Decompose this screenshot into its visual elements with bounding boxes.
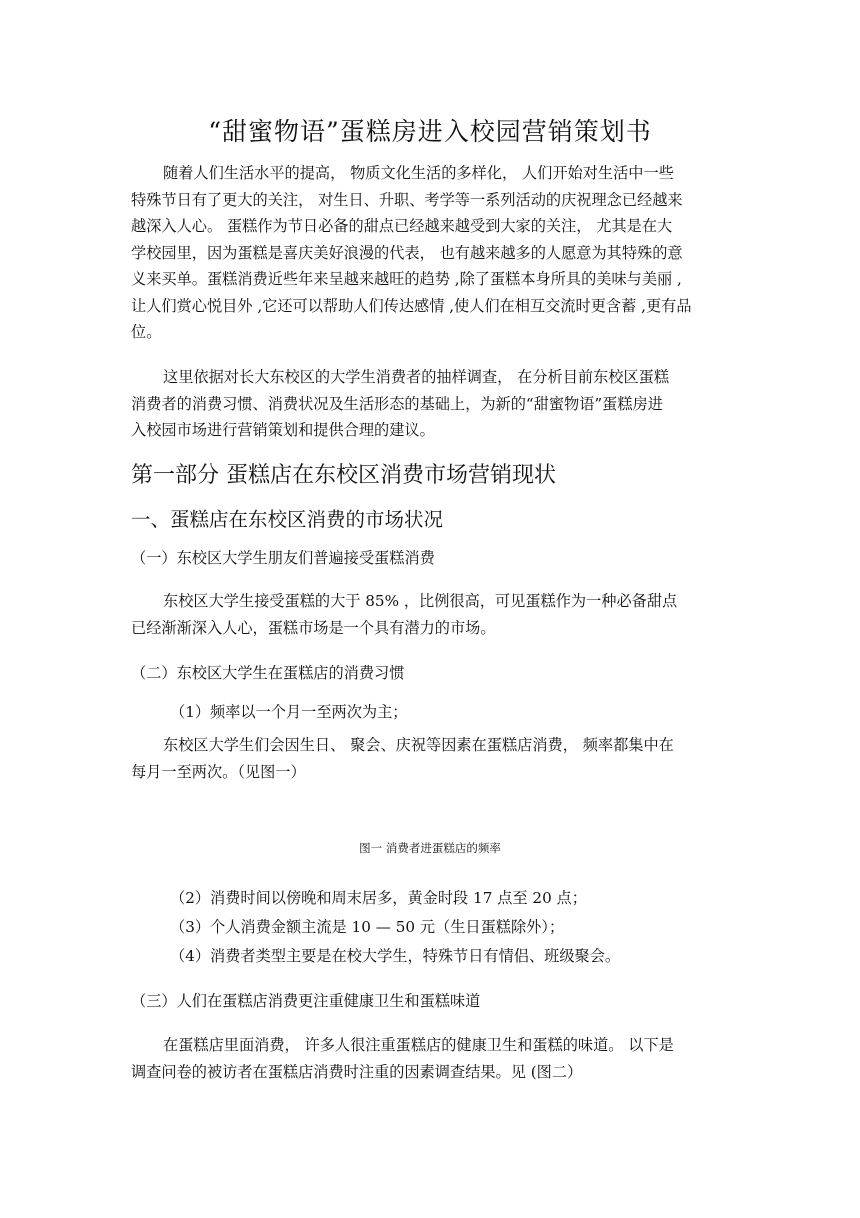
text-line: 东校区大学生们会因生日、 聚会、庆祝等因素在蛋糕店消费， 频率都集中在 bbox=[163, 736, 674, 754]
text-line: 这里依据对长大东校区的大学生消费者的抽样调查， 在分析目前东校区蛋糕 bbox=[163, 368, 670, 386]
figure-caption: 图一 消费者进蛋糕店的频率 bbox=[359, 841, 501, 855]
text-line: 越深入人心。 蛋糕作为节日必备的甜点已经越来越受到大家的关注， 尤其是在大 bbox=[131, 217, 673, 235]
subsection-heading-1: （一）东校区大学生朋友们普遍接受蛋糕消费 bbox=[131, 549, 435, 567]
text-line: 让人们赏心悦目外 ,它还可以帮助人们传达感情 ,使人们在相互交流时更含蓄 ,更有品 bbox=[131, 296, 692, 315]
intro-paragraph-2 bbox=[131, 364, 721, 444]
subsection-heading-2: （二）东校区大学生在蛋糕店的消费习惯 bbox=[131, 664, 405, 682]
document-title: “甜蜜物语”蛋糕房进入校园营销策划书 bbox=[208, 117, 652, 146]
habit-item-3: （3）个人消费金额主流是 10 — 50 元（生日蛋糕除外）； bbox=[170, 918, 565, 936]
text-line: 随着人们生活水平的提高， 物质文化生活的多样化， 人们开始对生活中一些 bbox=[163, 164, 674, 182]
text-line: 义来买单。蛋糕消费近些年来呈越来越旺的趋势 ,除了蛋糕本身所具的美味与美丽 , bbox=[131, 270, 682, 288]
habit-item-1: （1）频率以一个月一至两次为主； bbox=[170, 703, 408, 721]
text-line: 消费者的消费习惯、消费状况及生活形态的基础上，为新的“甜蜜物语”蛋糕房进 bbox=[131, 394, 663, 413]
text-line: 调查问卷的被访者在蛋糕店消费时注重的因素调查结果。见 (图二） bbox=[131, 1062, 583, 1081]
subsection-2-paragraph bbox=[131, 732, 721, 785]
text-line: 东校区大学生接受蛋糕的大于 85% ，比例很高，可见蛋糕作为一种必备甜点 bbox=[163, 592, 678, 610]
section-heading: 一、蛋糕店在东校区消费的市场状况 bbox=[131, 508, 444, 531]
intro-paragraph-1 bbox=[131, 160, 721, 346]
subsection-heading-3: （三）人们在蛋糕店消费更注重健康卫生和蛋糕味道 bbox=[131, 992, 481, 1010]
text-line: 每月一至两次。（见图一） bbox=[131, 762, 306, 781]
text-line: 位。 bbox=[131, 323, 162, 341]
text-line: 特殊节日有了更大的关注， 对生日、升职、考学等一系列活动的庆祝理念已经越来 bbox=[131, 190, 683, 209]
part-heading: 第一部分 蛋糕店在东校区消费市场营销现状 bbox=[131, 463, 556, 488]
text-line: 已经渐渐深入人心，蛋糕市场是一个具有潜力的市场。 bbox=[131, 618, 496, 637]
habit-item-2: （2）消费时间以傍晚和周末居多，黄金时段 17 点至 20 点； bbox=[170, 889, 587, 907]
text-line: 入校园市场进行营销策划和提供合理的建议。 bbox=[131, 421, 435, 439]
subsection-3-paragraph bbox=[131, 1032, 721, 1085]
subsection-1-paragraph bbox=[131, 588, 721, 641]
text-line: 学校园里，因为蛋糕是喜庆美好浪漫的代表， 也有越来越多的人愿意为其特殊的意 bbox=[131, 243, 683, 262]
habit-item-4: （4）消费者类型主要是在校大学生，特殊节日有情侣、班级聚会。 bbox=[170, 947, 621, 965]
text-line: 在蛋糕店里面消费， 许多人很注重蛋糕店的健康卫生和蛋糕的味道。 以下是 bbox=[163, 1036, 674, 1054]
